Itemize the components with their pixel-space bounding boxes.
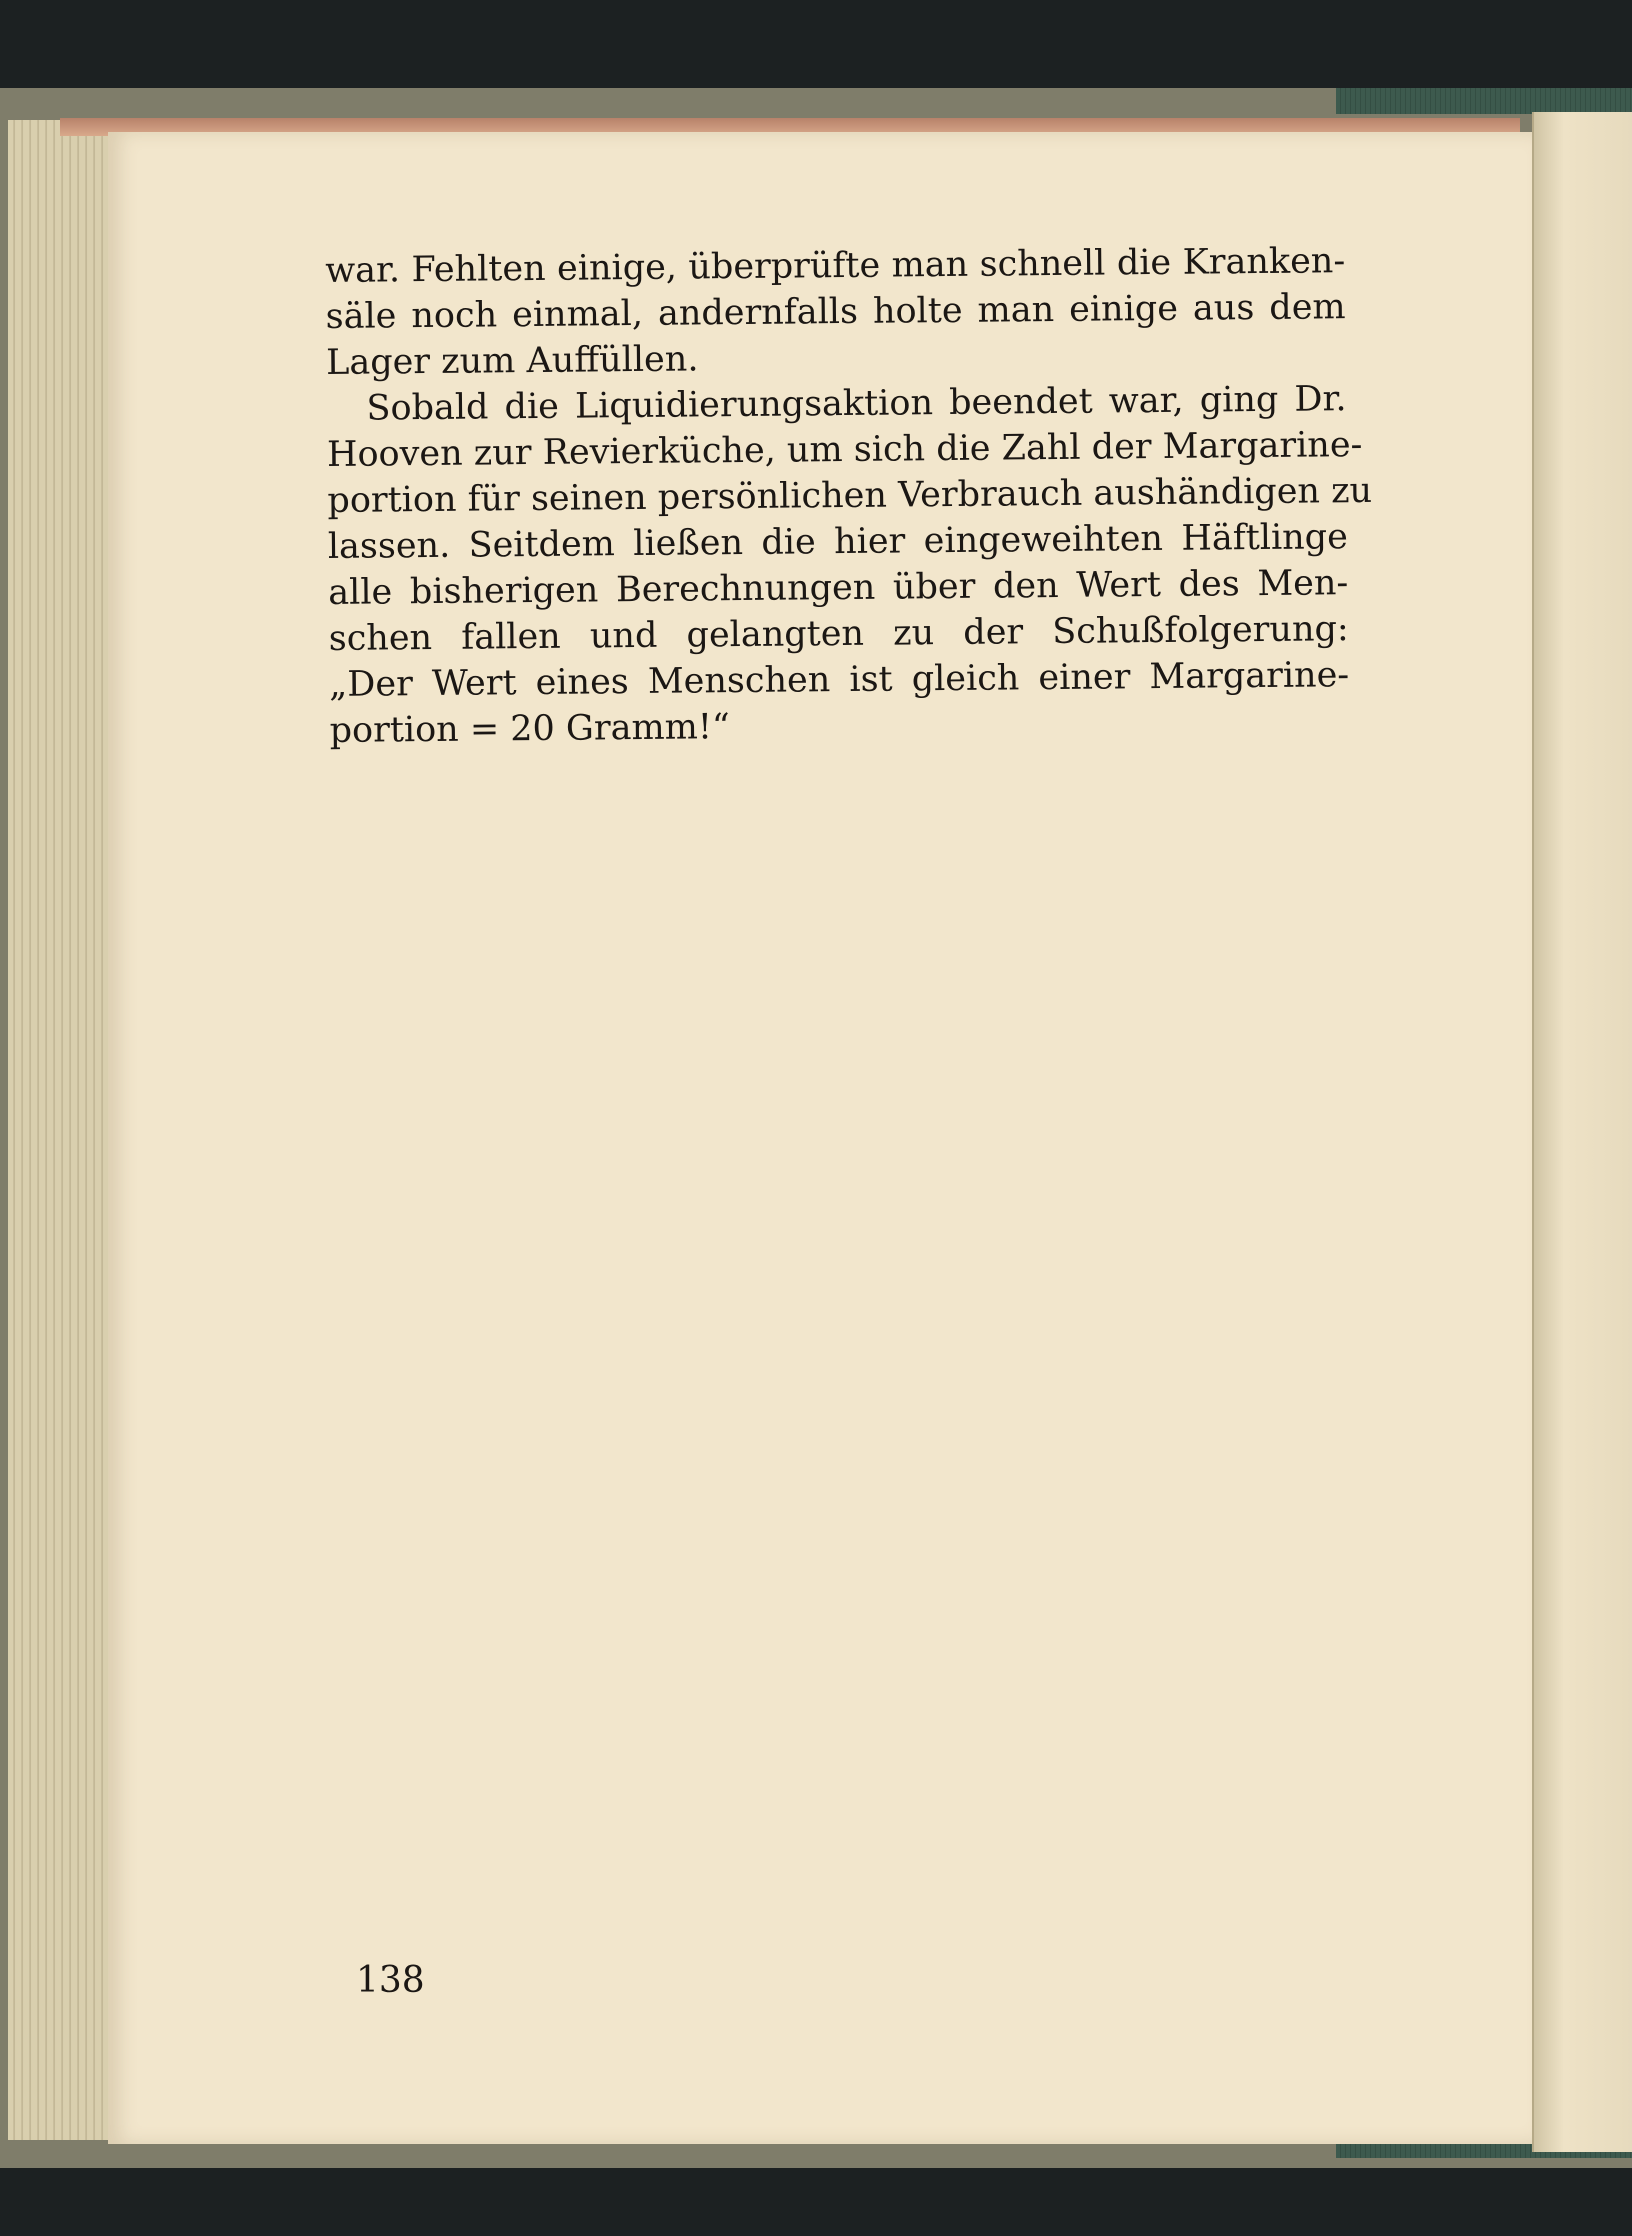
text-line: Hooven zur Revierküche, um sich die Zahl der Margarine-	[326, 425, 1363, 475]
facing-page-edge	[1532, 112, 1632, 2152]
text-line: portion = 20 Gramm!“	[329, 707, 731, 751]
text-line: war. Fehlten einige, überprüfte man schnell die Kranken-	[325, 241, 1346, 291]
text-line: „Der Wert eines Menschen ist gleich einer Margarine-	[329, 655, 1350, 705]
text-line: lassen. Seitdem ließen die hier eingeweihten Häftlinge	[327, 517, 1349, 567]
page-number: 138	[356, 1960, 425, 2001]
text-line: säle noch einmal, andernfalls holte man einige aus dem	[325, 287, 1346, 337]
text-line: alle bisherigen Berechnungen über den Wert des Men-	[328, 563, 1349, 613]
cloth-binding-top	[1336, 88, 1632, 114]
text-line: schen fallen und gelangten zu der Schußfolgerung:	[328, 609, 1349, 659]
text-line: portion für seinen persönlichen Verbrauch aushändigen zu	[327, 470, 1373, 521]
text-line: Sobald die Liquidierungsaktion beendet war, ging Dr.	[366, 379, 1347, 429]
body-text	[325, 238, 1373, 754]
text-line: Lager zum Auffüllen.	[325, 339, 699, 383]
